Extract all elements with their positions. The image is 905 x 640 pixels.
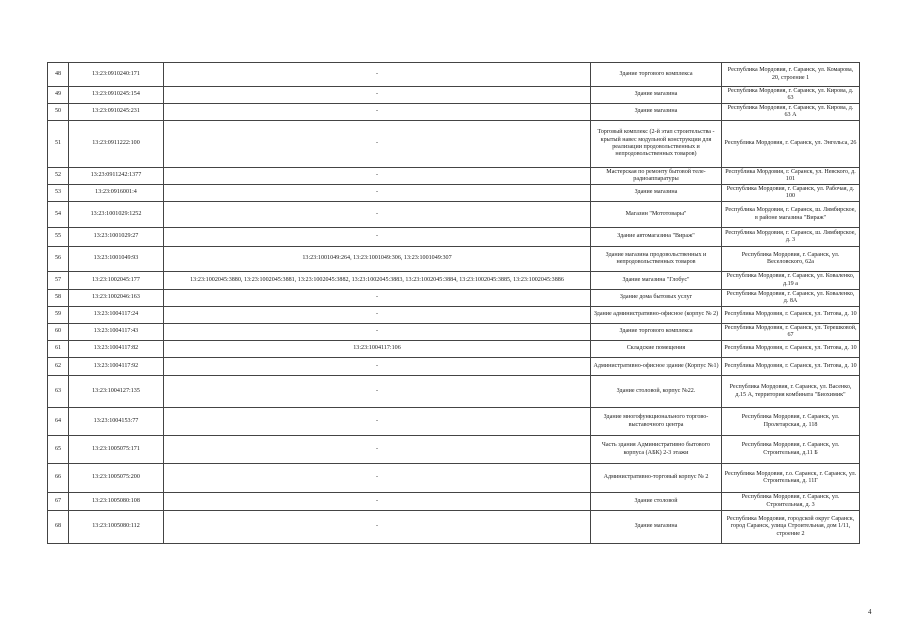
- object-address: Республика Мордовия, г. Саранск, ш. Лямбирское, в районе магазина "Вираж": [722, 202, 860, 228]
- object-address: Республика Мордовия, г. Саранск, ул. Титова, д. 10: [722, 358, 860, 376]
- related-cadastral-numbers: -: [164, 464, 591, 493]
- cadastral-number: 13:23:1004117:43: [69, 324, 164, 341]
- table-row: [48, 493, 860, 511]
- related-cadastral-numbers: -: [164, 185, 591, 202]
- table-row: [48, 63, 860, 87]
- cadastral-number: 13:23:1004153:77: [69, 408, 164, 436]
- object-address: Республика Мордовия, г. Саранск, ул. Невского, д. 101: [722, 168, 860, 185]
- cadastral-number: 13:23:0916001:4: [69, 185, 164, 202]
- object-name: Здание магазина: [591, 104, 722, 121]
- row-number: 60: [48, 324, 69, 341]
- table-row: [48, 511, 860, 544]
- property-register-table: [47, 62, 860, 544]
- related-cadastral-numbers: -: [164, 324, 591, 341]
- object-address: Республика Мордовия, г. Саранск, ул. Коваленко, д.19 а: [722, 272, 860, 290]
- row-number: 50: [48, 104, 69, 121]
- row-number: 51: [48, 121, 69, 168]
- object-name: Складские помещения: [591, 341, 722, 358]
- table-row: [48, 185, 860, 202]
- row-number: 56: [48, 247, 69, 272]
- related-cadastral-numbers: -: [164, 436, 591, 464]
- row-number: 67: [48, 493, 69, 511]
- cadastral-number: 13:23:0911242:1377: [69, 168, 164, 185]
- object-address: Республика Мордовия, г. Саранск, ул. Пролетарская, д. 118: [722, 408, 860, 436]
- object-name: Здание административно-офисное (корпус № 2): [591, 307, 722, 324]
- object-name: Здание столовой: [591, 493, 722, 511]
- object-name: Здание автомагазина "Вираж": [591, 228, 722, 247]
- related-cadastral-numbers: -: [164, 290, 591, 307]
- object-name: Здание многофункционального торгово-выставочного центра: [591, 408, 722, 436]
- row-number: 52: [48, 168, 69, 185]
- object-address: Республика Мордовия, городской округ Саранск, город Саранск, улица Строительная, дом 1/11, строение 2: [722, 511, 860, 544]
- table-row: [48, 87, 860, 104]
- table-row: [48, 202, 860, 228]
- object-address: Республика Мордовия, г. Саранск, ул. Титова, д. 10: [722, 307, 860, 324]
- related-cadastral-numbers: 13:23:1004117:106: [164, 341, 591, 358]
- object-address: Республика Мордовия, г. Саранск, ул. Титова, д. 10: [722, 341, 860, 358]
- table-row: [48, 408, 860, 436]
- cadastral-number: 13:23:0910245:154: [69, 87, 164, 104]
- row-number: 68: [48, 511, 69, 544]
- row-number: 61: [48, 341, 69, 358]
- related-cadastral-numbers: -: [164, 104, 591, 121]
- row-number: 55: [48, 228, 69, 247]
- object-name: Здание магазина: [591, 511, 722, 544]
- table-row: [48, 228, 860, 247]
- row-number: 54: [48, 202, 69, 228]
- object-name: Здание магазина: [591, 87, 722, 104]
- cadastral-number: 13:23:1001029:27: [69, 228, 164, 247]
- related-cadastral-numbers: -: [164, 63, 591, 87]
- related-cadastral-numbers: -: [164, 358, 591, 376]
- row-number: 57: [48, 272, 69, 290]
- cadastral-number: 13:23:0910245:231: [69, 104, 164, 121]
- related-cadastral-numbers: -: [164, 376, 591, 408]
- cadastral-number: 13:23:1004117:92: [69, 358, 164, 376]
- table-row: [48, 168, 860, 185]
- related-cadastral-numbers: -: [164, 511, 591, 544]
- object-address: Республика Мордовия, г. Саранск, ул. Терешковой, 67: [722, 324, 860, 341]
- cadastral-number: 13:23:1001049:93: [69, 247, 164, 272]
- object-address: Республика Мордовия, г.о. Саранск, г. Саранск, ул. Строительная, д. 11Г: [722, 464, 860, 493]
- related-cadastral-numbers: -: [164, 87, 591, 104]
- related-cadastral-numbers: -: [164, 307, 591, 324]
- table-row: [48, 436, 860, 464]
- table-row: [48, 464, 860, 493]
- cadastral-number: 13:23:1004117:82: [69, 341, 164, 358]
- related-cadastral-numbers: -: [164, 408, 591, 436]
- object-name: Здание магазина продовольственных и непродовольственных товаров: [591, 247, 722, 272]
- cadastral-number: 13:23:1004127:135: [69, 376, 164, 408]
- object-address: Республика Мордовия, г. Саранск, ул. Комарова, 20, строение 1: [722, 63, 860, 87]
- row-number: 63: [48, 376, 69, 408]
- cadastral-number: 13:23:1002046:163: [69, 290, 164, 307]
- related-cadastral-numbers: -: [164, 493, 591, 511]
- row-number: 66: [48, 464, 69, 493]
- object-name: Торговый комплекс (2-й этап строительства - крытый навес модульной конструкции для реализации продовольственных и непродовольственных товаров): [591, 121, 722, 168]
- row-number: 49: [48, 87, 69, 104]
- object-name: Здание дома бытовых услуг: [591, 290, 722, 307]
- row-number: 48: [48, 63, 69, 87]
- cadastral-number: 13:23:0910240:171: [69, 63, 164, 87]
- table-row: [48, 272, 860, 290]
- row-number: 65: [48, 436, 69, 464]
- table-row: [48, 341, 860, 358]
- cadastral-number: 13:23:1005075:200: [69, 464, 164, 493]
- object-address: Республика Мордовия, г. Саранск, ул. Коваленко, д. 8А: [722, 290, 860, 307]
- object-name: Мастерская по ремонту бытовой теле-радиоаппаратуры: [591, 168, 722, 185]
- object-address: Республика Мордовия, г. Саранск, ул. Веселовского, 62а: [722, 247, 860, 272]
- related-cadastral-numbers: 13:23:1002045:3880, 13:23:1002045:3881, 13:23:1002045:3882, 13:23:1002045:3883, 13:23:1002045:3884, 13:23:1002045:3885, 13:23:1002045:3886: [164, 272, 591, 290]
- object-name: Магазин "Мототовары": [591, 202, 722, 228]
- object-name: Административно-торговый корпус № 2: [591, 464, 722, 493]
- object-address: Республика Мордовия, г. Саранск, ул. Васенко, д.15 А, территория комбината "Биохимик": [722, 376, 860, 408]
- object-name: Административно-офисное здание (Корпус №1): [591, 358, 722, 376]
- table-row: [48, 121, 860, 168]
- related-cadastral-numbers: -: [164, 228, 591, 247]
- row-number: 53: [48, 185, 69, 202]
- object-name: Здание магазина: [591, 185, 722, 202]
- object-address: Республика Мордовия, г. Саранск, ул. Кирова, д. 63: [722, 87, 860, 104]
- row-number: 58: [48, 290, 69, 307]
- object-name: Здание торгового комплекса: [591, 63, 722, 87]
- object-name: Часть здания Административно бытового корпуса (АБК) 2-3 этажи: [591, 436, 722, 464]
- related-cadastral-numbers: -: [164, 202, 591, 228]
- cadastral-number: 13:23:1005075:171: [69, 436, 164, 464]
- object-address: Республика Мордовия, г. Саранск, ул. Кирова, д. 63 А: [722, 104, 860, 121]
- object-address: Республика Мордовия, г. Саранск, ул. Энгельса, 26: [722, 121, 860, 168]
- table-row: [48, 247, 860, 272]
- row-number: 62: [48, 358, 69, 376]
- related-cadastral-numbers: 13:23:1001049:264, 13:23:1001049:306, 13:23:1001049:307: [164, 247, 591, 272]
- object-address: Республика Мордовия, г. Саранск, ш. Лямбирское, д. 3: [722, 228, 860, 247]
- cadastral-number: 13:23:1001029:1252: [69, 202, 164, 228]
- table-row: [48, 376, 860, 408]
- cadastral-number: 13:23:1004117:24: [69, 307, 164, 324]
- cadastral-number: 13:23:1005080:108: [69, 493, 164, 511]
- object-address: Республика Мордовия, г. Саранск, ул. Строительная, д.11 Б: [722, 436, 860, 464]
- object-name: Здание торгового комплекса: [591, 324, 722, 341]
- table-row: [48, 307, 860, 324]
- table-row: [48, 290, 860, 307]
- row-number: 64: [48, 408, 69, 436]
- object-name: Здание столовой, корпус №22.: [591, 376, 722, 408]
- cadastral-number: 13:23:0911222:100: [69, 121, 164, 168]
- cadastral-number: 13:23:1005080:112: [69, 511, 164, 544]
- related-cadastral-numbers: -: [164, 121, 591, 168]
- row-number: 59: [48, 307, 69, 324]
- table-row: [48, 104, 860, 121]
- related-cadastral-numbers: -: [164, 168, 591, 185]
- object-address: Республика Мордовия, г. Саранск, ул. Рабочая, д. 100: [722, 185, 860, 202]
- object-address: Республика Мордовия, г. Саранск, ул. Строительная, д. 3: [722, 493, 860, 511]
- object-name: Здание магазина "Глобус": [591, 272, 722, 290]
- page-number: 4: [868, 608, 872, 616]
- cadastral-number: 13:23:1002045:177: [69, 272, 164, 290]
- table-row: [48, 324, 860, 341]
- table-row: [48, 358, 860, 376]
